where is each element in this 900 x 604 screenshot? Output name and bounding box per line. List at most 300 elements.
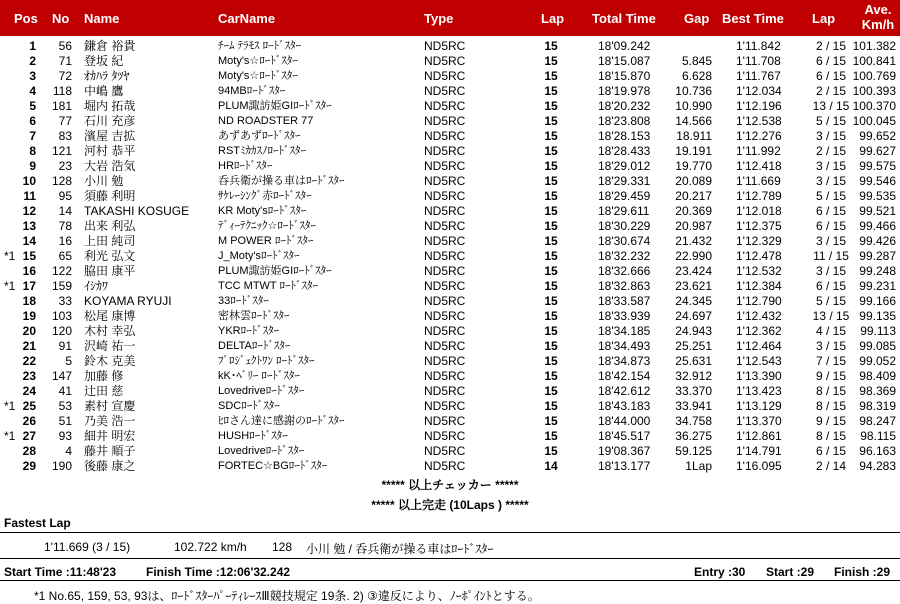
row-gap: 32.912 (675, 369, 712, 383)
row-type: ND5RC (424, 99, 466, 113)
divider-line (0, 580, 900, 581)
row-gap: 34.758 (675, 414, 712, 428)
row-best-time: 1'13.390 (736, 369, 782, 383)
row-pos: 24 (22, 384, 36, 398)
row-laps: 15 (544, 144, 558, 158)
row-total-time: 18'29.611 (598, 204, 650, 218)
row-best-time: 1'12.375 (736, 219, 782, 233)
row-car-no: 147 (51, 369, 72, 383)
row-best-lap: 8 / 15 (815, 429, 847, 443)
row-ave-speed: 100.045 (852, 114, 896, 128)
row-laps: 15 (544, 204, 558, 218)
row-car-name: FORTEC☆BGﾛｰﾄﾞｽﾀｰ (218, 460, 328, 472)
row-car-no: 122 (51, 264, 72, 278)
row-best-time: 1'13.423 (736, 384, 782, 398)
row-best-time: 1'12.018 (736, 204, 782, 218)
row-car-name: YKRﾛｰﾄﾞｽﾀｰ (218, 325, 280, 337)
table-row (0, 279, 900, 294)
row-ave-speed: 99.135 (859, 309, 896, 323)
row-pos: 6 (29, 114, 36, 128)
row-best-lap: 5 / 15 (815, 114, 847, 128)
row-laps: 15 (544, 159, 558, 173)
row-best-time: 1'12.789 (736, 189, 782, 203)
row-best-time: 1'16.095 (736, 459, 782, 473)
row-gap: 25.631 (675, 354, 712, 368)
row-car-name: ﾃﾞｨｰﾃｸﾆｯｸ☆ﾛｰﾄﾞｽﾀｰ (218, 220, 316, 232)
row-ave-speed: 94.283 (859, 459, 896, 473)
row-driver-name: 鈴木 克美 (84, 354, 136, 368)
row-car-name: M POWER ﾛｰﾄﾞｽﾀｰ (218, 235, 314, 247)
row-type: ND5RC (424, 264, 466, 278)
row-best-lap: 6 / 15 (815, 219, 847, 233)
row-driver-name: KOYAMA RYUJI (84, 294, 172, 308)
row-total-time: 18'42.154 (598, 369, 651, 383)
row-best-lap: 3 / 15 (815, 234, 847, 248)
row-total-time: 19'08.367 (598, 444, 651, 458)
row-laps: 15 (544, 264, 558, 278)
header-ave-line2: Km/h (861, 17, 895, 32)
table-row (0, 204, 900, 219)
table-row (0, 114, 900, 129)
row-laps: 15 (544, 369, 558, 383)
row-pos: 19 (22, 309, 36, 323)
row-best-lap: 2 / 15 (815, 144, 847, 158)
row-best-time: 1'11.992 (736, 144, 781, 158)
row-ave-speed: 99.113 (860, 324, 896, 338)
row-best-time: 1'12.432 (736, 309, 782, 323)
row-car-name: TCC MTWT ﾛｰﾄﾞｽﾀｰ (218, 280, 319, 292)
row-type: ND5RC (424, 459, 466, 473)
row-pos: 2 (29, 54, 36, 68)
row-gap: 19.770 (675, 159, 712, 173)
row-pos: 20 (22, 324, 36, 338)
row-laps: 15 (544, 189, 558, 203)
row-best-lap: 6 / 15 (815, 444, 847, 458)
row-note: *1 (4, 399, 16, 413)
row-car-name: HUSHﾛｰﾄﾞｽﾀｰ (218, 430, 288, 442)
row-pos: 10 (22, 174, 36, 188)
row-laps: 15 (544, 219, 558, 233)
table-row (0, 369, 900, 384)
row-driver-name: ｲｼｶﾜ (84, 279, 109, 293)
row-car-no: 41 (58, 384, 72, 398)
row-laps: 15 (544, 384, 558, 398)
row-car-no: 181 (51, 99, 72, 113)
row-driver-name: 細井 明宏 (84, 429, 136, 443)
header-ave (858, 2, 898, 32)
row-driver-name: 沢崎 祐一 (84, 339, 136, 353)
footnote: *1 No.65, 159, 53, 93は、ﾛｰﾄﾞｽﾀｰﾊﾟｰﾃｨﾚｰｽⅢ競技規定 19条. 2) ③違反により、ﾉｰﾎﾟｲﾝﾄとする。 (34, 589, 540, 603)
row-car-name: J_Moty'sﾛｰﾄﾞｽﾀｰ (218, 250, 300, 262)
row-laps: 15 (544, 99, 558, 113)
fastest-lap-driver-car: 小川 勉 / 呑兵衛が操る車はﾛｰﾄﾞｽﾀｰ (306, 542, 494, 556)
row-total-time: 18'30.674 (598, 234, 651, 248)
row-ave-speed: 99.627 (859, 144, 896, 158)
row-type: ND5RC (424, 84, 466, 98)
row-best-lap: 13 / 15 (812, 309, 850, 323)
row-driver-name: 鎌倉 裕貴 (84, 39, 136, 53)
row-laps: 15 (544, 39, 558, 53)
row-gap: 20.089 (675, 174, 712, 188)
row-driver-name: 素村 宣慶 (84, 399, 136, 413)
row-driver-name: 登坂 紀 (84, 54, 124, 68)
row-ave-speed: 99.575 (859, 159, 896, 173)
row-total-time: 18'32.666 (598, 264, 651, 278)
row-car-no: 91 (58, 339, 72, 353)
row-car-name: DELTAﾛｰﾄﾞｽﾀｰ (218, 340, 291, 352)
row-type: ND5RC (424, 54, 466, 68)
row-best-time: 1'11.669 (736, 174, 781, 188)
header-no: No (52, 11, 70, 26)
row-ave-speed: 98.115 (860, 429, 896, 443)
row-ave-speed: 98.409 (859, 369, 896, 383)
row-type: ND5RC (424, 279, 466, 293)
row-best-lap: 3 / 15 (815, 159, 847, 173)
table-row (0, 444, 900, 459)
finish-time: Finish Time :12:06'32.242 (146, 565, 291, 579)
row-best-lap: 11 / 15 (813, 249, 849, 263)
row-total-time: 18'34.493 (598, 339, 651, 353)
row-laps: 15 (544, 69, 558, 83)
header-ave-line1: Ave. (864, 2, 892, 17)
entry-count: Entry :30 (694, 565, 746, 579)
row-total-time: 18'20.232 (598, 99, 651, 113)
table-row (0, 159, 900, 174)
row-laps: 15 (544, 339, 558, 353)
row-type: ND5RC (424, 369, 466, 383)
row-pos: 25 (22, 399, 36, 413)
row-ave-speed: 99.231 (859, 279, 896, 293)
row-gap: 23.621 (675, 279, 712, 293)
row-best-lap: 2 / 14 (815, 459, 847, 473)
row-best-lap: 9 / 15 (815, 414, 847, 428)
row-ave-speed: 99.535 (859, 189, 896, 203)
row-total-time: 18'34.873 (598, 354, 651, 368)
row-type: ND5RC (424, 324, 466, 338)
row-car-no: 120 (51, 324, 72, 338)
row-laps: 15 (544, 174, 558, 188)
row-gap: 21.432 (675, 234, 712, 248)
row-best-lap: 5 / 15 (815, 294, 847, 308)
row-best-lap: 3 / 15 (815, 339, 847, 353)
row-type: ND5RC (424, 354, 466, 368)
row-best-time: 1'13.370 (736, 414, 782, 428)
row-driver-name: 上田 純司 (84, 234, 136, 248)
row-car-name: HRﾛｰﾄﾞｽﾀｰ (218, 160, 273, 172)
row-ave-speed: 100.769 (852, 69, 896, 83)
row-car-name: Moty's☆ﾛｰﾄﾞｽﾀｰ (218, 55, 298, 67)
row-ave-speed: 99.546 (859, 174, 896, 188)
row-best-lap: 6 / 15 (815, 54, 847, 68)
results-header-row (0, 0, 900, 36)
row-pos: 29 (22, 459, 36, 473)
row-car-no: 4 (65, 444, 72, 458)
row-type: ND5RC (424, 414, 466, 428)
row-pos: 23 (22, 369, 36, 383)
row-best-time: 1'12.362 (736, 324, 782, 338)
row-best-lap: 8 / 15 (815, 399, 847, 413)
row-car-no: 93 (58, 429, 72, 443)
table-row (0, 174, 900, 189)
row-type: ND5RC (424, 249, 466, 263)
row-ave-speed: 98.247 (859, 414, 896, 428)
row-total-time: 18'29.331 (598, 174, 651, 188)
row-car-no: 118 (52, 84, 72, 98)
row-car-no: 83 (58, 129, 72, 143)
row-total-time: 18'13.177 (598, 459, 651, 473)
row-laps: 15 (544, 234, 558, 248)
row-gap: 36.275 (675, 429, 712, 443)
row-laps: 15 (544, 309, 558, 323)
row-total-time: 18'34.185 (598, 324, 651, 338)
row-best-lap: 9 / 15 (815, 369, 847, 383)
row-pos: 11 (23, 189, 36, 203)
results-table (0, 39, 900, 474)
row-best-time: 1'11.842 (736, 39, 781, 53)
row-car-no: 33 (58, 294, 72, 308)
table-row (0, 189, 900, 204)
row-car-no: 71 (58, 54, 72, 68)
row-car-no: 56 (58, 39, 72, 53)
table-row (0, 99, 900, 114)
row-ave-speed: 99.652 (859, 129, 896, 143)
row-gap: 10.990 (675, 99, 712, 113)
row-laps: 15 (544, 84, 558, 98)
row-best-time: 1'14.791 (736, 444, 782, 458)
row-type: ND5RC (424, 399, 466, 413)
row-ave-speed: 100.393 (852, 84, 896, 98)
row-best-lap: 4 / 15 (815, 324, 847, 338)
row-best-time: 1'12.861 (736, 429, 782, 443)
row-best-lap: 3 / 15 (815, 264, 847, 278)
row-type: ND5RC (424, 69, 466, 83)
row-laps: 15 (544, 324, 558, 338)
divider-line (0, 558, 900, 559)
row-gap: 20.987 (675, 219, 712, 233)
row-pos: 3 (29, 69, 36, 83)
row-type: ND5RC (424, 114, 466, 128)
row-driver-name: 石川 充彦 (84, 114, 136, 128)
divider-line (0, 532, 900, 533)
row-gap: 23.424 (675, 264, 712, 278)
row-total-time: 18'29.459 (598, 189, 651, 203)
row-best-lap: 6 / 15 (815, 279, 847, 293)
row-driver-name: 小川 勉 (84, 174, 124, 188)
row-pos: 1 (29, 39, 36, 53)
row-type: ND5RC (424, 444, 466, 458)
table-row (0, 339, 900, 354)
row-pos: 4 (29, 84, 36, 98)
row-ave-speed: 99.248 (859, 264, 896, 278)
row-laps: 15 (544, 354, 558, 368)
row-best-time: 1'12.329 (736, 234, 782, 248)
row-car-name: ND ROADSTER 77 (218, 115, 314, 127)
table-row (0, 354, 900, 369)
row-car-no: 77 (58, 114, 72, 128)
fastest-lap-title: Fastest Lap (4, 516, 71, 530)
row-note: *1 (4, 249, 16, 263)
row-car-name: 密林雲ﾛｰﾄﾞｽﾀｰ (218, 310, 290, 322)
table-row (0, 84, 900, 99)
row-car-no: 121 (51, 144, 72, 158)
row-best-time: 1'12.464 (736, 339, 782, 353)
table-row (0, 324, 900, 339)
row-gap: 20.217 (675, 189, 712, 203)
row-type: ND5RC (424, 159, 466, 173)
row-laps: 15 (544, 54, 558, 68)
row-pos: 5 (29, 99, 36, 113)
row-car-name: ﾌﾟﾛｼﾞｪｸﾄﾜﾝ ﾛｰﾄﾞｽﾀｰ (218, 355, 315, 367)
row-car-no: 65 (58, 249, 72, 263)
row-best-time: 1'12.790 (736, 294, 782, 308)
row-ave-speed: 99.521 (859, 204, 896, 218)
header-name: Name (84, 11, 120, 26)
row-car-no: 14 (58, 204, 72, 218)
row-pos: 21 (22, 339, 36, 353)
row-car-name: PLUM諏訪姫GIﾛｰﾄﾞｽﾀｰ (218, 265, 332, 277)
row-pos: 15 (22, 249, 36, 263)
table-row (0, 309, 900, 324)
row-total-time: 18'28.153 (598, 129, 651, 143)
row-total-time: 18'43.183 (598, 399, 651, 413)
row-driver-name: 利光 弘文 (84, 249, 136, 263)
fastest-lap-no: 128 (272, 540, 293, 554)
row-ave-speed: 99.052 (859, 354, 896, 368)
row-best-time: 1'13.129 (736, 399, 782, 413)
row-car-no: 53 (58, 399, 72, 413)
table-row (0, 264, 900, 279)
row-car-no: 72 (58, 69, 72, 83)
row-ave-speed: 100.370 (852, 99, 896, 113)
row-ave-speed: 99.166 (859, 294, 896, 308)
finish-note: ***** 以上完走 (10Laps ) ***** (371, 498, 529, 512)
row-pos: 7 (29, 129, 36, 143)
row-driver-name: 須藤 利明 (84, 189, 136, 203)
row-laps: 14 (544, 459, 558, 473)
row-car-no: 16 (58, 234, 72, 248)
row-driver-name: 河村 恭平 (84, 144, 136, 158)
row-gap: 1Lap (685, 459, 712, 473)
row-car-name: 呑兵衛が操る車はﾛｰﾄﾞｽﾀｰ (218, 175, 345, 187)
header-best-time: Best Time (722, 11, 784, 26)
row-gap: 6.628 (681, 69, 712, 83)
row-best-lap: 6 / 15 (815, 204, 847, 218)
row-car-name: PLUM諏訪姫GIﾛｰﾄﾞｽﾀｰ (218, 100, 332, 112)
row-ave-speed: 99.085 (859, 339, 896, 353)
row-car-name: ﾁｰﾑ ﾃﾗﾓｽ ﾛｰﾄﾞｽﾀｰ (218, 40, 302, 52)
row-laps: 15 (544, 279, 558, 293)
row-ave-speed: 100.841 (852, 54, 896, 68)
row-total-time: 18'32.232 (598, 249, 651, 263)
row-total-time: 18'33.939 (598, 309, 651, 323)
row-ave-speed: 98.319 (859, 399, 896, 413)
table-row (0, 69, 900, 84)
row-total-time: 18'45.517 (598, 429, 651, 443)
row-best-time: 1'12.543 (736, 354, 782, 368)
header-pos: Pos (14, 11, 38, 26)
row-type: ND5RC (424, 204, 466, 218)
start-time: Start Time :11:48'23 (4, 565, 117, 579)
table-row (0, 249, 900, 264)
row-pos: 17 (22, 279, 36, 293)
row-type: ND5RC (424, 429, 466, 443)
table-row (0, 144, 900, 159)
table-row (0, 54, 900, 69)
row-ave-speed: 99.466 (859, 219, 896, 233)
row-car-name: ﾋﾛさん達に感謝のﾛｰﾄﾞｽﾀｰ (218, 415, 345, 427)
row-driver-name: 大岩 浩気 (84, 159, 136, 173)
row-ave-speed: 98.369 (859, 384, 896, 398)
row-pos: 9 (29, 159, 36, 173)
row-gap: 25.251 (675, 339, 712, 353)
row-best-lap: 7 / 15 (815, 354, 847, 368)
table-row (0, 39, 900, 54)
row-car-name: KR Moty'sﾛｰﾄﾞｽﾀｰ (218, 205, 307, 217)
row-best-time: 1'12.478 (736, 249, 782, 263)
row-best-lap: 5 / 15 (815, 189, 847, 203)
row-laps: 15 (544, 249, 558, 263)
row-type: ND5RC (424, 234, 466, 248)
row-best-lap: 2 / 15 (815, 84, 847, 98)
row-best-time: 1'12.196 (736, 99, 782, 113)
row-car-name: ｻｹﾚｰｼﾝｸﾞ赤ﾛｰﾄﾞｽﾀｰ (218, 190, 312, 202)
fastest-lap-speed: 102.722 km/h (174, 540, 247, 554)
row-pos: 14 (22, 234, 36, 248)
header-lap: Lap (541, 11, 565, 26)
row-driver-name: 脇田 康平 (84, 264, 136, 278)
row-gap: 18.911 (676, 129, 712, 143)
row-total-time: 18'32.863 (598, 279, 651, 293)
row-type: ND5RC (424, 339, 466, 353)
row-car-no: 5 (65, 354, 72, 368)
row-laps: 15 (544, 129, 558, 143)
row-ave-speed: 96.163 (859, 444, 896, 458)
row-driver-name: 堀内 拓哉 (84, 99, 136, 113)
row-car-no: 159 (51, 279, 72, 293)
row-laps: 15 (544, 399, 558, 413)
row-gap: 24.345 (675, 294, 712, 308)
row-car-no: 78 (58, 219, 72, 233)
row-laps: 15 (544, 414, 558, 428)
row-driver-name: 乃美 浩一 (84, 414, 136, 428)
row-ave-speed: 99.426 (859, 234, 896, 248)
row-driver-name: 出来 利弘 (84, 219, 136, 233)
row-pos: 27 (22, 429, 36, 443)
row-type: ND5RC (424, 189, 466, 203)
row-type: ND5RC (424, 309, 466, 323)
row-driver-name: 中嶋 鷹 (84, 84, 124, 98)
row-type: ND5RC (424, 219, 466, 233)
header-total-time: Total Time (592, 11, 656, 26)
row-type: ND5RC (424, 384, 466, 398)
row-gap: 14.566 (675, 114, 712, 128)
row-car-no: 103 (51, 309, 72, 323)
row-total-time: 18'28.433 (598, 144, 651, 158)
row-driver-name: TAKASHI KOSUGE (84, 204, 190, 218)
row-type: ND5RC (424, 294, 466, 308)
row-type: ND5RC (424, 39, 466, 53)
row-best-lap: 3 / 15 (815, 174, 847, 188)
row-note: *1 (4, 429, 16, 443)
row-best-lap: 13 / 15 (812, 99, 850, 113)
row-driver-name: 辻田 慈 (84, 384, 124, 398)
row-gap: 19.191 (675, 144, 712, 158)
row-best-time: 1'12.532 (736, 264, 782, 278)
row-pos: 8 (29, 144, 36, 158)
row-best-time: 1'12.034 (736, 84, 782, 98)
row-driver-name: ｵｶﾊﾗ ﾀﾂﾔ (84, 69, 130, 83)
row-pos: 22 (22, 354, 36, 368)
